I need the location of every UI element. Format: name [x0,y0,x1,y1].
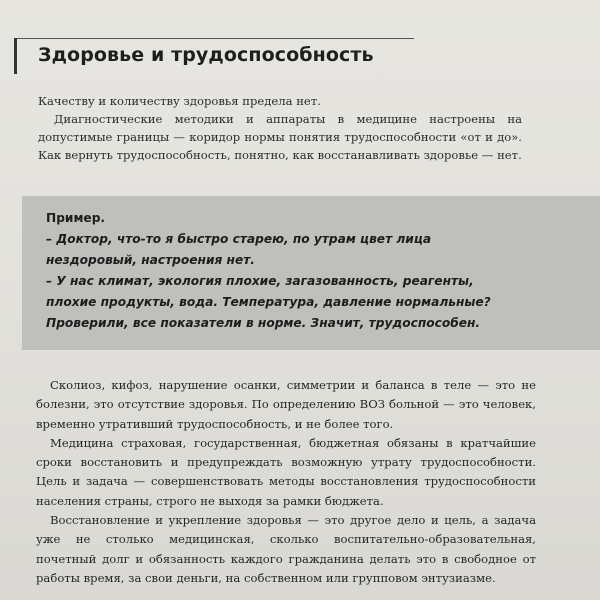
body-paragraph-3: Восстановление и укрепление здоровья — это другое дело и цель, а задача уже не столько медицинская, сколько воспитательно-образовательная, почетный долг и обязанность каждого гражданина делать это в свободное от работы время, за свои деньги, на собственном или групповом энтузиазме. [36,513,536,585]
example-line-2: – У нас климат, экология плохие, загазованность, реагенты, плохие продукты, вода. Температура, давление нормальные? Проверили, все показатели в норме. Значит, трудоспособен. [46,274,491,330]
example-line-1: – Доктор, что-то я быстро старею, по утрам цвет лица нездоровый, настроения нет. [46,232,432,267]
section-marker-bar [14,38,17,74]
intro-block [38,92,522,164]
intro-paragraph-1: Качеству и количеству здоровья предела нет. [38,94,321,108]
intro-paragraph-2: Диагностические методики и аппараты в медицине настроены на допустимые границы — коридор нормы понятия трудоспособности «от и до». Как вернуть трудоспособность, понятно, как восстанавливать здоровье — нет. [38,112,522,162]
body-text [36,376,536,588]
example-label: Пример. [46,211,106,225]
body-paragraph-1: Сколиоз, кифоз, нарушение осанки, симметрии и баланса в теле — это не болезни, это отсутствие здоровья. По определению ВОЗ больной — это человек, временно утративший трудоспособность, и не более того. [36,378,536,431]
section-rule [16,38,414,39]
body-paragraph-2: Медицина страховая, государственная, бюджетная обязаны в кратчайшие сроки восстановить и предупреждать возможную утрату трудоспособности. Цель и задача — совершенствовать методы восстановления трудоспособности населения страны, строго не выходя за рамки бюджета. [36,435,536,508]
example-content [46,208,516,334]
example-box [22,196,600,350]
section-title: Здоровье и трудоспособность [38,44,374,66]
